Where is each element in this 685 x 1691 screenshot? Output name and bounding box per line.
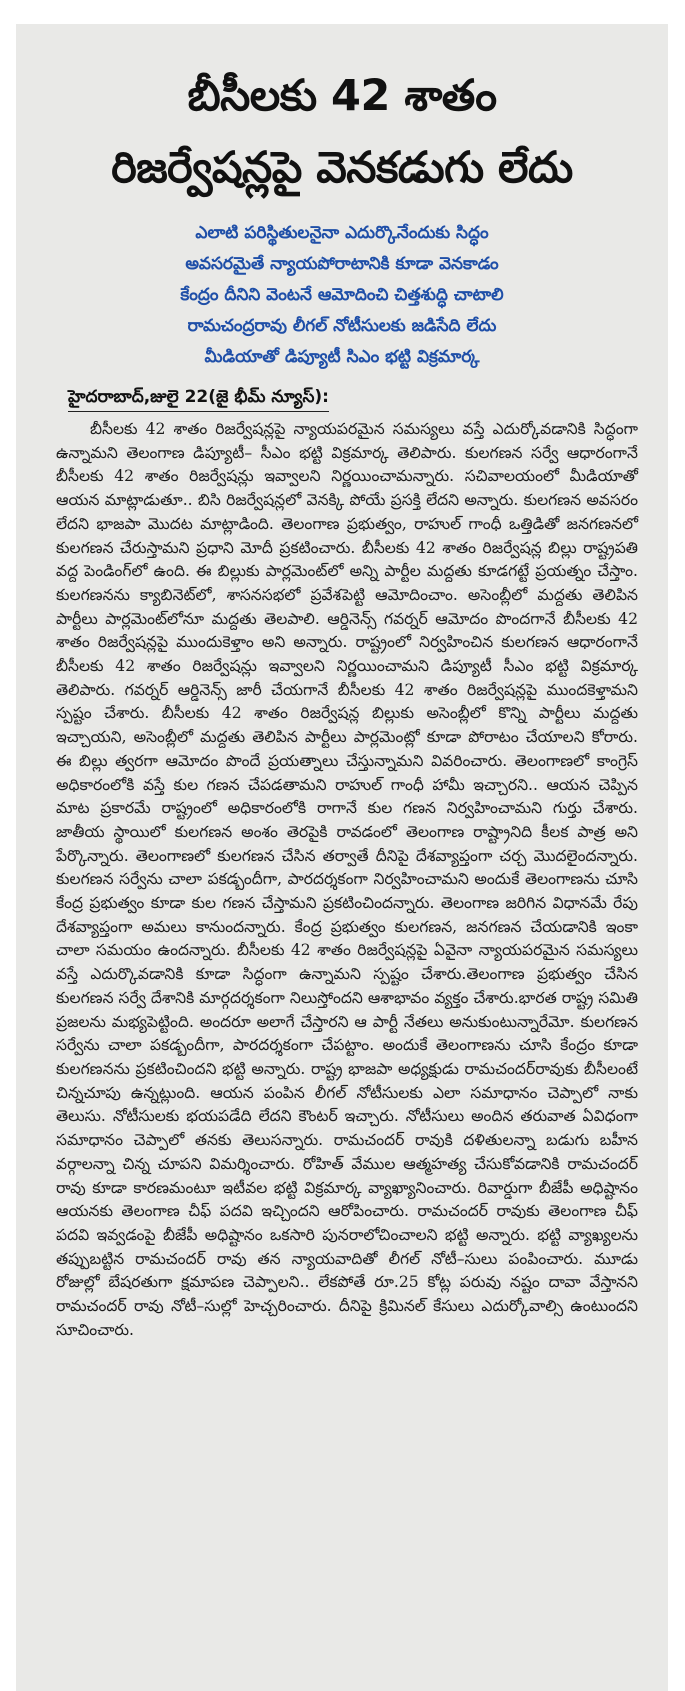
subheadline: రామచంద్రరావు లీగల్ నోటీసులకు జడిసేది లేదు — [187, 316, 497, 336]
subheadline: ఎలాటి పరిస్థితులనైనా ఎదుర్కొనేందుకు సిద్ధం — [195, 223, 489, 243]
subheadlines — [16, 218, 668, 373]
headline — [16, 24, 668, 204]
subheadline: అవసరమైతే న్యాయపోరాటానికి కూడా వెనకాడం — [185, 254, 499, 274]
article-body: బీసీలకు 42 శాతం రిజర్వేషన్లపై న్యాయపరమైన సమస్యలు వస్తే ఎదుర్కోవడానికి సిద్ధంగా ఉన్నామని తెలంగాణ డిప్యూటీ– సీఎం భట్టి విక్రమార్క తెలిపారు. కులగణన సర్వే ఆధారంగానే బీసీలకు 42 శాతం రిజర్వేషన్లు ఇవ్వాలని నిర్ణయించామన్నారు. సచివాలయంలో మీడియాతో ఆయన మాట్లాడుతూ.. బిసి రిజర్వేషన్లలో వెనక్కి పోయే ప్రసక్తి లేదని అన్నారు. కులగణన అవసరం లేదని భాజపా మొదట మాట్లాడింది. తెలంగాణ ప్రభుత్వం, రాహుల్ గాంధీ ఒత్తిడితో జనగణనలో కులగణన చేరుస్తామని ప్రధాని మోదీ ప్రకటించారు. బీసీలకు 42 శాతం రిజర్వేషన్ల బిల్లు రాష్ట్రపతి వద్ద పెండింగ్‌లో ఉంది. ఈ బిల్లుకు పార్లమెంట్‌లో అన్ని పార్టీల మద్దతు కూడగట్టే ప్రయత్నం చేస్తాం. కులగణనను క్యాబినెట్‌లో, శాసనసభలో ప్రవేశపెట్టి ఆమోదించాం. అసెంబ్లీలో మద్దతు తెలిపిన పార్టీలు పార్లమెంట్‌లోనూ మద్దతు తెలపాలి. ఆర్డినెన్స్ గవర్నర్ ఆమోదం పొందగానే బీసీలకు 42 శాతం రిజర్వేషన్లపై ముందుకెళ్తాం అని అన్నారు. రాష్ట్రంలో నిర్వహించిన కులగణన ఆధారంగానే బీసీలకు 42 శాతం రిజర్వేషన్లు ఇవ్వాలని నిర్ణయించామని డిప్యూటీ సీఎం భట్టి విక్రమార్క తెలిపారు. గవర్నర్ ఆర్డినెన్స్ జారీ చేయగానే బీసీలకు 42 శాతం రిజర్వేషన్లపై ముందకెళ్తామని స్పష్టం చేశారు. బీసీలకు 42 శాతం రిజర్వేషన్ల బిల్లుకు అసెంబ్లీలో కొన్ని పార్టీలు మద్దతు ఇచ్చాయని, అసెంబ్లీలో మద్దతు తెలిపిన పార్టీలు పార్లమెంట్లో కూడా పోరాటం చేయాలని కోరారు. ఈ బిల్లు త్వరగా ఆమోదం పొందే ప్రయత్నాలు చేస్తున్నామని వివరించారు. తెలంగాణలో కాంగ్రెస్ అధికారంలోకి వస్తే కుల గణన చేపడతామని రాహుల్ గాంధీ హామీ ఇచ్చారని.. ఆయన చెప్పిన మాట ప్రకారమే రాష్ట్రంలో అధికారంలోకి రాగానే కుల గణన నిర్వహించామని గుర్తు చేశారు. జాతీయ స్థాయిలో కులగణన అంశం తెరపైకి రావడంలో తెలంగాణ రాష్ట్రానిది కీలక పాత్ర అని పేర్కొన్నారు. తెలంగాణలో కులగణన చేసిన తర్వాతే దీనిపై దేశవ్యాప్తంగా చర్చ మొదలైందన్నారు. కులగణన సర్వేను చాలా పకడ్బందీగా, పారదర్శకంగా నిర్వహించామని అందుకే తెలంగాణను చూసి కేంద్ర ప్రభుత్వం కూడా కుల గణన చేస్తామని ప్రకటించిందన్నారు. తెలంగాణ జరిగిన విధానమే రేపు దేశవ్యాప్తంగా అమలు కానుందన్నారు. కేంద్ర ప్రభుత్వం కులగణన, జనగణన చేయడానికి ఇంకా చాలా సమయం ఉందన్నారు. బీసీలకు 42 శాతం రిజర్వేషన్లపై ఏవైనా న్యాయపరమైన సమస్యలు వస్తే ఎదుర్కొవడానికి కూడా సిద్ధంగా ఉన్నామని స్పష్టం చేశారు.తెలంగాణ ప్రభుత్వం చేసిన కులగణన సర్వే దేశానికి మార్గదర్శకంగా నిలుస్తోందని ఆశాభావం వ్యక్తం చేశారు.భారత రాష్ట్ర సమితి ప్రజలను మభ్యపెట్టింది. అందరూ అలాగే చేస్తారని ఆ పార్టీ నేతలు అనుకుంటున్నారేమో. కులగణన సర్వేను చాలా పకడ్బందీగా, పారదర్శకంగా చేపట్టాం. అందుకే తెలంగాణను చూసి కేంద్రం కూడా కులగణనను ప్రకటించిందని భట్టి అన్నారు. రాష్ట్ర భాజపా అధ్యక్షుడు రామచందర్‌రావుకు బీసీలంటే చిన్నచూపు ఉన్నట్లుంది. ఆయన పంపిన లీగల్ నోటీసులకు ఎలా సమాధానం చెప్పాలో నాకు తెలుసు. నోటీసులకు భయపడేది లేదని కౌంటర్ ఇచ్చారు. నోటీసులు అందిన తరువాత ఏవిధంగా సమాధానం చెప్పాలో తనకు తెలుసన్నారు. రామచందర్ రావుకి దళితులన్నా బడుగు బహీన వర్గాలన్నా చిన్న చూపని విమర్శించారు. రోహిత్ వేముల ఆత్మహత్య చేసుకోవడానికి రామచందర్ రావు కూడా కారణమంటూ ఇటీవల భట్టి విక్రమార్క వ్యాఖ్యానించారు. రివార్డుగా బీజేపీ అధిష్టానం ఆయనకు తెలంగాణ చీఫ్ పదవి ఇచ్చిందని ఆరోపించారు. రామచందర్ రావుకు తెలంగాణ చీఫ్ పదవి ఇవ్వడంపై బీజేపీ అధిష్టానం ఒకసారి పునరాలోచించాలని భట్టి అన్నారు. భట్టి వ్యాఖ్యలను తప్పుబట్టిన రామచందర్ రావు తన న్యాయవాదితో లీగల్ నోటీ–సులు పంపించారు. మూడు రోజుల్లో బేషరతుగా క్షమాపణ చెప్పాలని.. లేకపోతే రూ.25 కోట్ల పరువు నష్టం దావా వేస్తానని రామచందర్ రావు నోటీ–సుల్లో హెచ్చరించారు. దీనిపై క్రిమినల్ కేసులు ఎదుర్కోవాల్సి ఉంటుందని సూచించారు. — [56, 420, 638, 1339]
subheadline: కేంద్రం దీనిని వెంటనే ఆమోదించి చిత్తశుద్ధి చాటాలి — [180, 285, 504, 305]
dateline: హైదరాబాద్,జులై 22(జై భీమ్ న్యూస్): — [68, 383, 329, 412]
newspaper-clipping — [16, 24, 668, 1691]
headline-line-1: బీసీలకు 42 శాతం — [187, 71, 497, 121]
subheadline: మీడియాతో డిప్యూటీ సిఎం భట్టి విక్రమార్క — [204, 347, 480, 367]
headline-line-2: రిజర్వేషన్లపై వెనకడుగు లేదు — [111, 143, 573, 193]
